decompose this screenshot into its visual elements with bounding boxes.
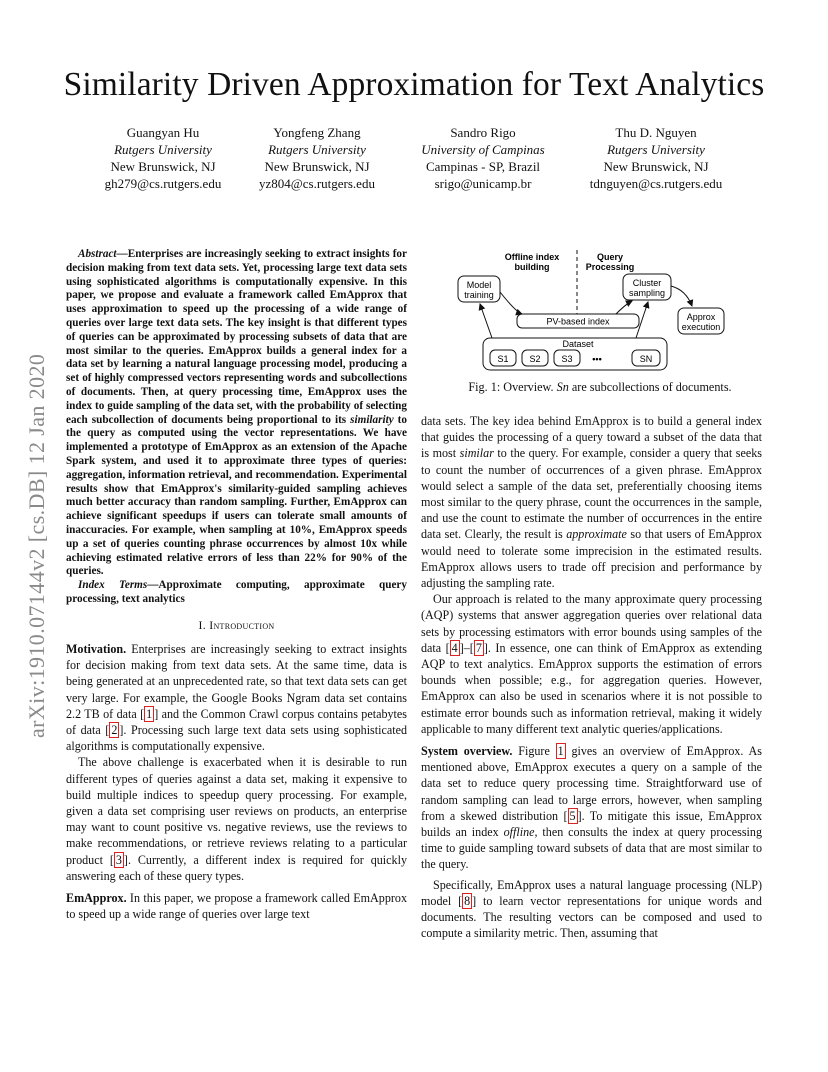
- paragraph-text: and the Common Crawl corpus contains petabytes of data: [66, 706, 407, 737]
- author-location: New Brunswick, NJ: [264, 159, 370, 174]
- paragraph-text: Enterprises are increasingly seeking to extract insights for decision making from text data sets. At the same time, data is being generated at an unprecedented rate, so that text data sets can get very large. For example, the Google Books Ngram data set contains 2.2 TB of data: [66, 641, 407, 721]
- arrow-index-to-cluster: [616, 301, 632, 314]
- caption-text-2: are subcollections of documents.: [568, 380, 732, 394]
- abstract-text-2: to the query as computed using the vector representations. We have implemented a prototype of EmApprox as an extension of the Apache Spark system, and used it to approximate three types of queries: aggregation, information retrieval, and recommendation. Experimental results show that EmApprox's similarity-guided sampling achieves much better accuracy than random sampling. Further, EmApprox can achieve significant speedups if users can tolerate small amounts of inaccuracies. For example, when sampling at 10%, EmApprox speeds up a set of queries counting phrase occurrences by almost 10x while achieving estimated relative errors of less than 22% for 90% of the queries.: [66, 413, 407, 578]
- overview-figure: [430, 246, 770, 376]
- arrow-cluster-to-approx: [671, 286, 692, 306]
- query-label-line1: Query: [596, 252, 624, 262]
- section-heading: I. Introduction: [198, 617, 275, 632]
- s3-label: S3: [561, 354, 573, 364]
- paragraph-text: The above challenge is exacerbated when it is desirable to run different types of queries against a data set, making it expensive to build multiple indices to speedup query processing. For example, given a data set comprising user reviews on products, an enterprise may want to count positive vs. negative reviews, use the reviews to make recommendations, or retrieve reviews relating to a particular product: [66, 755, 407, 867]
- paragraph-text: data sets. The key idea behind EmApprox is to build a general index that guides the processing of a query toward a subset of the data that is most: [421, 414, 762, 461]
- author-affiliation: Rutgers University: [268, 142, 366, 157]
- abstract-label: Abstract: [78, 248, 117, 260]
- arrow-dataset-to-model: [480, 304, 492, 338]
- paragraph-text: Our approach is related to the many approximate query processing (AQP) systems that answer aggregation queries over relational data sets by processing estimators with error bounds using samples of the data: [421, 592, 762, 655]
- author-4: [566, 124, 746, 192]
- cluster-sampling-label-2: sampling: [628, 288, 666, 298]
- system-overview-label: System overview.: [421, 744, 513, 759]
- challenge-paragraph: The above challenge is exacerbated when it is desirable to run different types of queries against a data set, making it expensive to build multiple indices to speedup query processing. For example, given a data set comprising user reviews on products, an enterprise may want to count positive vs. negative reviews, use the reviews to make recommendations, or retrieve reviews relating to a particular product [ 3 ]. Currently, a different index is required for quickly answering each of these query types.: [66, 755, 407, 883]
- emapprox-paragraph: [66, 890, 407, 922]
- paragraph-text: gives an overview of EmApprox. As mentioned above, EmApprox executes a query on a sample of the data set to reduce query processing time. Straightforward use of random sampling can lead to large errors, however, when sampling from a skewed distribution: [421, 744, 763, 823]
- author-name: Yongfeng Zhang: [273, 125, 361, 140]
- right-column: [421, 413, 762, 942]
- offline-label-line2: building: [514, 262, 550, 272]
- paragraph-text: Figure: [512, 744, 556, 759]
- citation-link[interactable]: 7: [475, 640, 482, 655]
- italic-text: offline: [503, 825, 535, 840]
- author-name: Thu D. Nguyen: [615, 125, 697, 140]
- approx-execution-label-2: execution: [681, 322, 721, 332]
- abstract-italic: similarity: [350, 413, 394, 426]
- citation-link[interactable]: 1: [146, 706, 153, 721]
- paragraph-text: . Processing such large text data sets using sophisticated algorithms is computationally expensive.: [66, 722, 407, 754]
- citation-link[interactable]: 2: [111, 722, 118, 737]
- caption-variable: Sn: [556, 380, 569, 394]
- offline-label-line1: Offline index: [504, 252, 560, 262]
- cluster-sampling-label: Cluster: [632, 278, 662, 288]
- author-name: Guangyan Hu: [126, 125, 200, 140]
- aqp-paragraph: Our approach is related to the many approximate query processing (AQP) systems that answer aggregation queries over relational data sets by processing estimators with error bounds using samples of the data [ 4 ]–[ 7 ]. In essence, one can think of EmApprox as extending AQP to text analytics. EmApprox supports the estimation of errors bounds when possible; e.g., for aggregation queries. However, EmApprox can also be used in scenarios where it is not possible to estimate error bounds such as information retrieval, making it widely applicable to many different text analytic queries/applications.: [421, 592, 763, 736]
- subcollection-s2: [522, 350, 548, 366]
- emapprox-label: EmApprox.: [66, 890, 127, 905]
- subcollection-sn: [632, 350, 660, 366]
- motivation-paragraph: Motivation. Enterprises are increasingly seeking to extract insights for decision making from text data sets. At the same time, data is being generated at an unprecedented rate, so that text data sets can get very large. For example, the Google Books Ngram data set contains 2.2 TB of data [ 1 ] and the Common Crawl corpus contains petabytes of data [ 2 ]. Processing such large text data sets using sophisticated algorithms is computationally expensive.: [66, 641, 407, 754]
- author-affiliation: University of Campinas: [421, 142, 545, 157]
- paragraph-text: , then consults the index at query processing time to guide sampling toward subsets of data that are most similar to the query.: [421, 825, 763, 872]
- system-overview-paragraph: System overview. Figure 1 gives an overview of EmApprox. As mentioned above, EmApprox executes a query on a sample of the data set to reduce query processing time. Straightforward use of random sampling can lead to large errors, however, when sampling from a skewed distribution [ 5 ]. To mitigate this issue, EmApprox builds an index offline, then consults the index at query processing time to guide sampling toward subsets of data that are most similar to the query.: [421, 744, 763, 872]
- author-email: srigo@unicamp.br: [434, 176, 532, 191]
- ellipsis-dots: •••: [592, 354, 602, 364]
- subcollection-s1: [490, 350, 516, 366]
- paragraph-text: so that users of EmApprox would need to tolerate some imprecision in the estimated results. EmApprox allows users to trade off precision and performance by adjusting the sampling rate.: [421, 527, 762, 591]
- author-location: New Brunswick, NJ: [110, 159, 216, 174]
- index-terms-text: —Approximate computing, approximate query processing, text analytics: [66, 579, 407, 605]
- paragraph-text: to learn vector representations for unique words and documents. The resulting vectors can be composed and used to compute a similarity metric. Then, assuming that: [421, 893, 762, 941]
- italic-text: similar: [459, 446, 494, 461]
- paragraph-text: . Currently, a different index is required for quickly answering each of these query types.: [66, 852, 407, 883]
- author-location: Campinas - SP, Brazil: [425, 159, 541, 174]
- paper-title: Similarity Driven Approximation for Text Analytics: [63, 66, 765, 103]
- key-idea-paragraph: [421, 413, 762, 591]
- author-3: [393, 124, 573, 192]
- index-terms-label: Index Terms: [78, 579, 148, 592]
- arxiv-stamp: arXiv:1910.07144v2 [cs.DB] 12 Jan 2020: [24, 353, 49, 738]
- figure-caption: [440, 380, 760, 395]
- subcollection-s3: [554, 350, 580, 366]
- model-training-label: Model: [466, 280, 492, 290]
- author-location: New Brunswick, NJ: [603, 159, 709, 174]
- dataset-label: Dataset: [562, 339, 594, 349]
- paragraph-text: to the query. For example, consider a query that seeks to count the number of occurrences of a given phrase. EmApprox would select a sample of the data set, preferentially choosing items most similar to the query phrase, count the occurrences in the sample, and use the count to estimate the number of occurrences in the entire data set. Clearly, the result is: [421, 446, 762, 542]
- italic-text: approximate: [566, 527, 627, 542]
- author-name: Sandro Rigo: [450, 125, 516, 140]
- motivation-label: Motivation.: [66, 641, 127, 656]
- citation-link[interactable]: 3: [115, 852, 122, 867]
- caption-text: Fig. 1: Overview.: [468, 380, 557, 394]
- paragraph-text: In this paper, we propose a framework called EmApprox to speed up a wide range of queries over large text: [66, 890, 407, 922]
- paragraph-text: . In essence, one can think of EmApprox as extending AQP to text analytics. EmApprox supports the estimation of errors bounds when possible; e.g., for aggregation queries. However, EmApprox can also be used in scenarios where it is not possible to estimate error bounds such as information retrieval, making it widely applicable to many different text analytic queries/applications.: [421, 640, 763, 736]
- specifics-paragraph: Specifically, EmApprox uses a natural language processing (NLP) model [ 8 ] to learn vector representations for unique words and documents. The resulting vectors can be composed and used to compute a similarity metric. Then, assuming that: [421, 877, 762, 941]
- abstract-text: —Enterprises are increasingly seeking to extract insights for decision making from text data sets. Yet, processing large text data sets using sophisticated algorithms is computationally expensive. In this paper, we propose and evaluate a framework called EmApprox that uses approximation to speed up the processing of a wide range of queries over large text data sets. The key insight is that different types of queries can be approximated by processing subsets of data that are most similar to the queries. EmApprox builds a general index for a data set by learning a natural language processing model, producing a set of highly compressed vectors representing words and subcollections of documents. Then, at query processing time, EmApprox uses the index to guide sampling of the data set, with the probability of selecting each subcollection of documents being proportional to its: [66, 248, 407, 426]
- approx-execution-label: Approx: [686, 312, 716, 322]
- author-affiliation: Rutgers University: [114, 142, 212, 157]
- author-email: gh279@cs.rutgers.edu: [104, 176, 222, 191]
- author-1: [73, 124, 253, 192]
- author-affiliation: Rutgers University: [607, 142, 705, 157]
- arrow-model-to-index: [500, 292, 522, 314]
- citation-link[interactable]: 5: [569, 808, 576, 823]
- sn-label: SN: [639, 354, 653, 364]
- abstract: [66, 248, 407, 579]
- figure-link[interactable]: 1: [557, 744, 564, 759]
- query-label-line2: Processing: [585, 262, 635, 272]
- s1-label: S1: [497, 354, 509, 364]
- author-email: tdnguyen@cs.rutgers.edu: [589, 176, 723, 191]
- paragraph-text: . To mitigate this issue, EmApprox builds an index: [421, 808, 762, 840]
- pv-index-label: PV-based index: [546, 316, 610, 327]
- model-training-label-2: training: [464, 290, 494, 300]
- paragraph-text: Specifically, EmApprox uses a natural language processing (NLP) model: [421, 877, 762, 908]
- author-2: [227, 124, 407, 192]
- citation-link[interactable]: 8: [464, 893, 471, 908]
- index-terms: [66, 579, 407, 607]
- dash: –: [463, 640, 470, 655]
- author-email: yz804@cs.rutgers.edu: [259, 176, 375, 191]
- citation-link[interactable]: 4: [451, 640, 458, 655]
- left-column: [66, 248, 407, 922]
- s2-label: S2: [529, 354, 541, 364]
